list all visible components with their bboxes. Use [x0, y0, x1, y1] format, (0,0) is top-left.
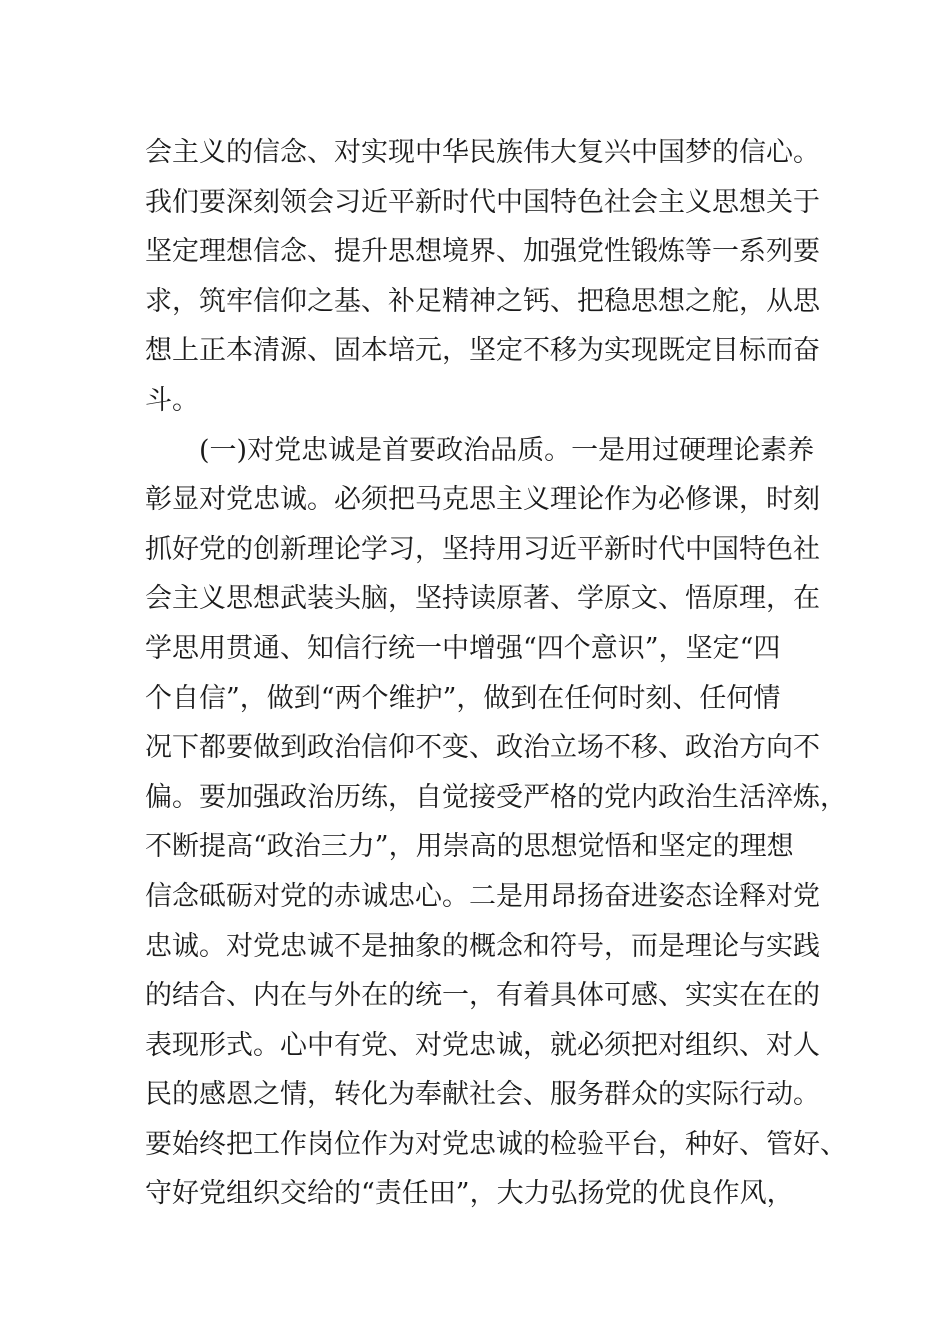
text-line-20: 民的感恩之情，转化为奉献社会、服务群众的实际行动。: [145, 1079, 820, 1111]
text-line-13: 况下都要做到政治信仰不变、政治立场不移、政治方向不: [145, 732, 820, 764]
text-line-3: 坚定理想信念、提升思想境界、加强党性锻炼等一系列要: [145, 236, 820, 268]
text-line-11: 学思用贯通、知信行统一中增强“四个意识”，坚定“四: [145, 632, 781, 664]
text-line-2: 我们要深刻领会习近平新时代中国特色社会主义思想关于: [145, 186, 820, 218]
text-line-16: 信念砥砺对党的赤诚忠心。二是用昂扬奋进姿态诠释对党: [145, 880, 820, 912]
text-line-19: 表现形式。心中有党、对党忠诚，就必须把对组织、对人: [145, 1029, 820, 1061]
text-line-10: 会主义思想武装头脑，坚持读原著、学原文、悟原理，在: [145, 583, 820, 615]
text-line-6: 斗。: [145, 384, 199, 416]
text-line-4: 求，筑牢信仰之基、补足精神之钙、把稳思想之舵，从思: [145, 285, 820, 317]
text-line-22: 守好党组织交给的“责任田”，大力弘扬党的优良作风，: [145, 1178, 794, 1210]
text-line-14: 偏。要加强政治历练，自觉接受严格的党内政治生活淬炼，: [145, 781, 847, 813]
text-line-15: 不断提高“政治三力”，用崇高的思想觉悟和坚定的理想: [145, 831, 794, 863]
text-line-7: (一)对党忠诚是首要政治品质。一是用过硬理论素养: [145, 434, 815, 466]
text-line-17: 忠诚。对党忠诚不是抽象的概念和符号，而是理论与实践: [145, 930, 820, 962]
text-line-9: 抓好党的创新理论学习，坚持用习近平新时代中国特色社: [145, 533, 820, 565]
text-line-12: 个自信”，做到“两个维护”，做到在任何时刻、任何情: [145, 682, 781, 714]
text-line-1: 会主义的信念、对实现中华民族伟大复兴中国梦的信心。: [145, 137, 820, 168]
text-line-21: 要始终把工作岗位作为对党忠诚的检验平台，种好、管好、: [145, 1128, 847, 1160]
text-line-5: 想上正本清源、固本培元，坚定不移为实现既定目标而奋: [145, 335, 820, 367]
document-body: [145, 128, 847, 1219]
text-line-18: 的结合、内在与外在的统一，有着具体可感、实实在在的: [145, 980, 820, 1012]
text-line-8: 彰显对党忠诚。必须把马克思主义理论作为必修课，时刻: [145, 484, 820, 516]
